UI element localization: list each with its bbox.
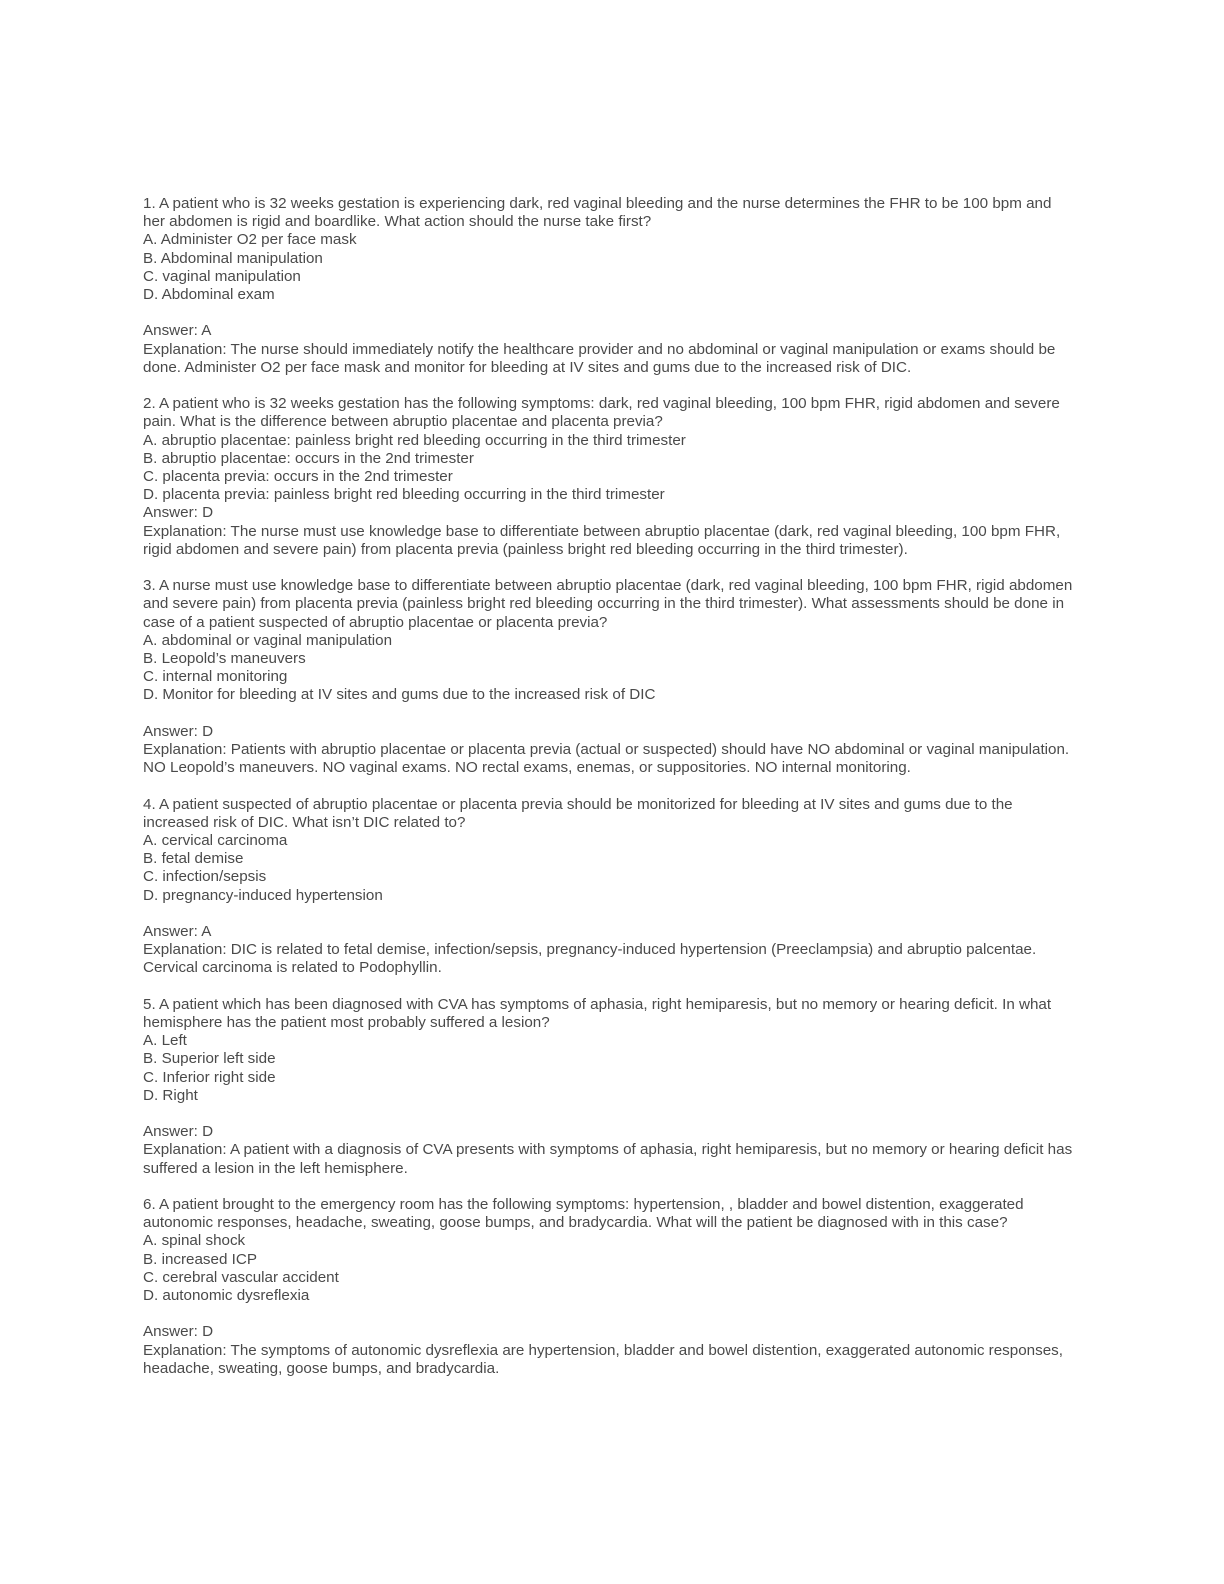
- answer-option: D. Monitor for bleeding at IV sites and gums due to the increased risk of DIC: [143, 686, 656, 704]
- answer-option: A. abruptio placentae: painless bright red bleeding occurring in the third trimester: [143, 431, 686, 449]
- answer-option: C. vaginal manipulation: [143, 267, 301, 285]
- spacer: [143, 1305, 1073, 1323]
- question-text: 2. A patient who is 32 weeks gestation has the following symptoms: dark, red vaginal bleeding, 100 bpm FHR, rigid abdomen and severe pain. What is the difference between abruptio placentae and placenta previa?: [143, 395, 1060, 431]
- answer-text: Answer: A: [143, 322, 212, 340]
- answer-option: B. abruptio placentae: occurs in the 2nd trimester: [143, 449, 474, 467]
- question-block: [143, 395, 1073, 559]
- explanation-text: Explanation: The nurse must use knowledge base to differentiate between abruptio placentae (dark, red vaginal bleeding, 100 bpm FHR, rigid abdomen and severe pain) from placenta previa (painless bright red bleeding occurring in the third trimester).: [143, 522, 1061, 558]
- answer-option: A. cervical carcinoma: [143, 832, 288, 850]
- answer-option: B. Abdominal manipulation: [143, 249, 323, 267]
- answer-option: B. increased ICP: [143, 1250, 257, 1268]
- answer-text: Answer: D: [143, 1323, 214, 1341]
- answer-option: D. autonomic dysreflexia: [143, 1287, 310, 1305]
- answer-option: B. Leopold’s maneuvers: [143, 650, 306, 668]
- answer-option: A. spinal shock: [143, 1232, 246, 1250]
- question-text: 6. A patient brought to the emergency room has the following symptoms: hypertension, , bladder and bowel distention, exaggerated autonomic responses, headache, sweating, goose bumps, and bradycardia. What will the patient be diagnosed with in this case?: [143, 1196, 1024, 1232]
- answer-option: C. Inferior right side: [143, 1068, 276, 1086]
- spacer: [143, 304, 1073, 322]
- answer-option: D. Right: [143, 1086, 198, 1104]
- explanation-text: Explanation: DIC is related to fetal demise, infection/sepsis, pregnancy-induced hypertension (Preeclampsia) and abruptio palcentae. Cervical carcinoma is related to Podophyllin.: [143, 941, 1037, 977]
- question-block: [143, 1196, 1073, 1378]
- spacer: [143, 705, 1073, 723]
- spacer: [143, 905, 1073, 923]
- answer-text: Answer: D: [143, 1123, 214, 1141]
- answer-option: A. Left: [143, 1032, 187, 1050]
- answer-option: D. placenta previa: painless bright red bleeding occurring in the third trimester: [143, 486, 665, 504]
- answer-text: Answer: A: [143, 923, 212, 941]
- spacer: [143, 1105, 1073, 1123]
- question-block: [143, 996, 1073, 1178]
- explanation-text: Explanation: The symptoms of autonomic dysreflexia are hypertension, bladder and bowel distention, exaggerated autonomic responses, headache, sweating, goose bumps, and bradycardia.: [143, 1341, 1063, 1377]
- answer-text: Answer: D: [143, 504, 214, 522]
- answer-option: A. Administer O2 per face mask: [143, 231, 357, 249]
- answer-option: D. Abdominal exam: [143, 286, 275, 304]
- answer-option: C. internal monitoring: [143, 668, 288, 686]
- question-block: [143, 577, 1073, 777]
- answer-option: C. cerebral vascular accident: [143, 1268, 339, 1286]
- explanation-text: Explanation: Patients with abruptio placentae or placenta previa (actual or suspected) should have NO abdominal or vaginal manipulation. NO Leopold’s maneuvers. NO vaginal exams. NO rectal exams, enemas, or suppositories. NO internal monitoring.: [143, 741, 1070, 777]
- question-text: 5. A patient which has been diagnosed with CVA has symptoms of aphasia, right hemiparesis, but no memory or hearing deficit. In what hemisphere has the patient most probably suffered a lesion?: [143, 995, 1052, 1032]
- answer-option: D. pregnancy-induced hypertension: [143, 886, 383, 904]
- answer-option: C. placenta previa: occurs in the 2nd trimester: [143, 468, 453, 486]
- answer-option: B. Superior left side: [143, 1050, 276, 1068]
- explanation-text: Explanation: A patient with a diagnosis of CVA presents with symptoms of aphasia, right hemiparesis, but no memory or hearing deficit has suffered a lesion in the left hemisphere.: [143, 1141, 1073, 1177]
- question-text: 1. A patient who is 32 weeks gestation is experiencing dark, red vaginal bleeding and the nurse determines the FHR to be 100 bpm and her abdomen is rigid and boardlike. What action should the nurse take first?: [143, 195, 1052, 231]
- answer-text: Answer: D: [143, 722, 214, 740]
- answer-option: A. abdominal or vaginal manipulation: [143, 631, 393, 649]
- answer-option: C. infection/sepsis: [143, 868, 267, 886]
- explanation-text: Explanation: The nurse should immediately notify the healthcare provider and no abdominal or vaginal manipulation or exams should be done. Administer O2 per face mask and monitor for bleeding at IV sites and gums due to the increased risk of DIC.: [143, 340, 1056, 376]
- question-text: 3. A nurse must use knowledge base to differentiate between abruptio placentae (dark, red vaginal bleeding, 100 bpm FHR, rigid abdomen and severe pain) from placenta previa (painless bright red bleeding occurring in the third trimester). What assessments should be done in case of a patient suspected of abruptio placentae or placenta previa?: [143, 577, 1073, 631]
- question-block: [143, 796, 1073, 978]
- answer-option: B. fetal demise: [143, 850, 244, 868]
- question-text: 4. A patient suspected of abruptio placentae or placenta previa should be monitorized for bleeding at IV sites and gums due to the increased risk of DIC. What isn’t DIC related to?: [143, 795, 1013, 831]
- question-block: [143, 195, 1073, 377]
- document-body: [143, 195, 1073, 1378]
